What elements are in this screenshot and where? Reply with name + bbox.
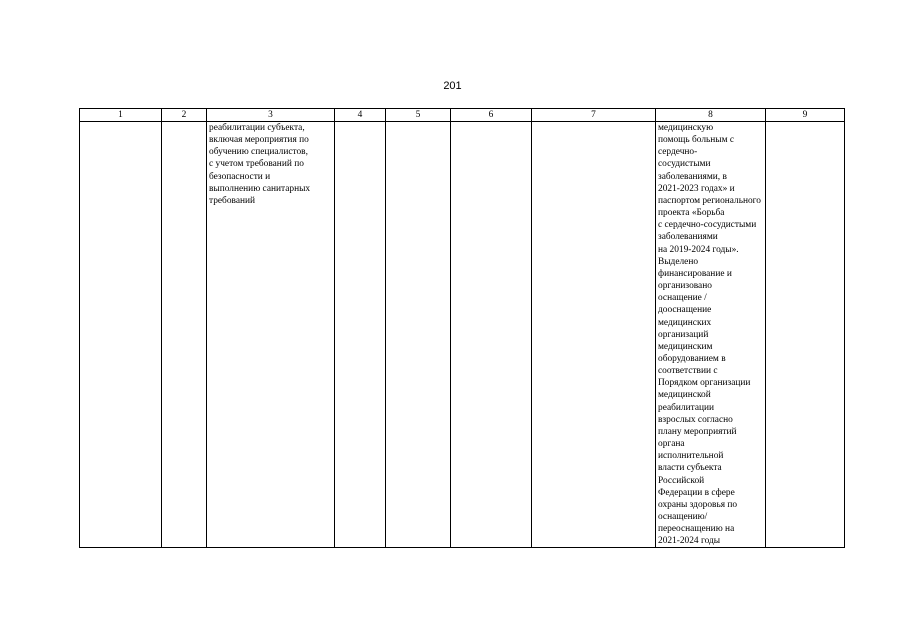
cell-col-7: [532, 122, 656, 548]
cell-col-1: [80, 122, 162, 548]
table-row: [80, 122, 845, 548]
column-header-8: 8: [656, 109, 766, 122]
column-header-9: 9: [766, 109, 845, 122]
cell-text: медицинскую помощь больным с сердечно- сосудистыми заболеваниями, в 2021-2023 годах» и паспортом регионального проекта «Борьба с сердечно-сосудистыми заболеваниями на 2019-2024 годы». Выделено финансирование и организовано оснащение / дооснащение медицинских организаций медицинским оборудованием в соответствии с Порядком организации медицинской реабилитации взрослых согласно плану мероприятий органа исполнительной власти субъекта Российской Федерации в сфере охраны здоровья по оснащению/ переоснащению на 2021-2024 годы: [658, 123, 761, 547]
column-header-6: 6: [451, 109, 532, 122]
cell-col-3: [207, 122, 335, 548]
column-header-5: 5: [386, 109, 451, 122]
page-number: 201: [443, 80, 462, 92]
header-row: [80, 109, 845, 122]
column-header-3: 3: [207, 109, 335, 122]
column-header-2: 2: [162, 109, 207, 122]
column-header-4: 4: [335, 109, 386, 122]
cell-text: реабилитации субъекта, включая мероприятия по обучению специалистов, с учетом требований по безопасности и выполнению санитарных требований: [209, 123, 311, 206]
cell-col-8: [656, 122, 766, 548]
cell-col-5: [386, 122, 451, 548]
column-header-1: 1: [80, 109, 162, 122]
cell-col-6: [451, 122, 532, 548]
cell-col-9: [766, 122, 845, 548]
column-header-7: 7: [532, 109, 656, 122]
cell-col-2: [162, 122, 207, 548]
data-table: [79, 108, 845, 548]
cell-col-4: [335, 122, 386, 548]
